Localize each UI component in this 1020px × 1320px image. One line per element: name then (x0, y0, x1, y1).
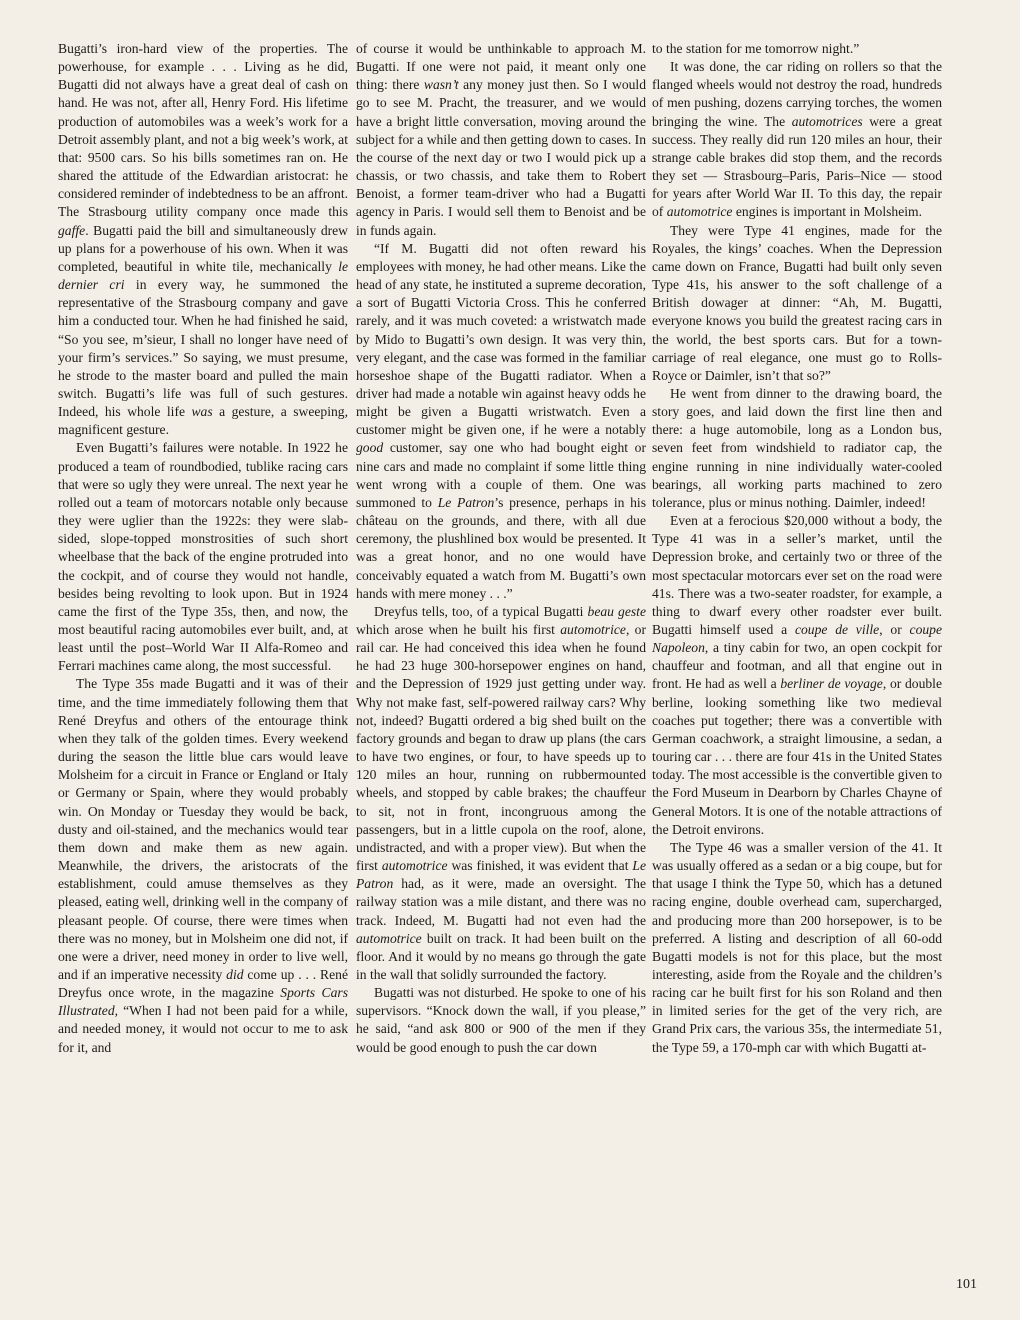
paragraph: Dreyfus tells, too, of a typical Bugatti beau geste which arose when he built his first automotrice, or rail car. He had conceived this idea when he found he had 23 huge 300-horsepower engines on hand, and the Depression of 1929 just getting under way. Why not make fast, self-powered railway cars? Why not, indeed? Bugatti ordered a big shed built on the factory grounds and began to draw up plans (the cars to have two engines, or four, to have speeds up to 120 miles an hour, running on rubbermounted wheels, and stopped by cable brakes; the chauffeur to sit, not in front, incongruous among the passengers, but in a little cupola on the roof, alone, undistracted, and with a proper view). But when the first automotrice was finished, it was evident that Le Patron had, as it were, made an oversight. The railway station was a mile distant, and there was no track. Indeed, M. Bugatti had not even had the automotrice built on track. It had been built on the floor. And it would by no means go through the gate in the wall that solidly surrounded the factory. (356, 603, 647, 982)
text-column-1 (58, 40, 348, 1057)
paragraph: They were Type 41 engines, made for the Royales, the kings’ coaches. When the Depression came down on France, Bugatti had built only seven Type 41s, his answer to the soft challenge of a British dowager at dinner: “Ah, M. Bugatti, everyone knows you build the greatest racing cars in the world, the best sports cars. But for a town-carriage of real elegance, one must go to Rolls-Royce or Daimler, isn’t that so?” (652, 222, 942, 383)
paragraph: It was done, the car riding on rollers so that the flanged wheels would not destroy the road, hundreds of men pushing, dozens carrying torches, the women bringing the wine. The automotrices were a great success. They really did run 120 miles an hour, their strange cable brakes did stop them, and the records they set — Strasbourg–Paris, Paris–Nice — stood for years after World War II. To this day, the repair of automotrice engines is important in Molsheim. (652, 59, 943, 220)
paragraph: of course it would be unthinkable to approach M. Bugatti. If one were not paid, it meant only one thing: there wasn’t any money just then. So I would go to see M. Pracht, the treasurer, and we would have a bright little conversation, moving around the subject for a while and then getting down to cases. In the course of the next day or two I would pick up a chassis, or two chassis, and take them to Robert Benoist, a former team-driver who had a Bugatti agency in Paris. I would sell them to Benoist and be in funds again. (356, 41, 646, 238)
paragraph: He went from dinner to the drawing board, the story goes, and laid down the first line then and there: a huge automobile, long as a London bus, seven feet from windshield to radiator cap, the engine running in nine individually water-cooled bearings, all working parts machined to zero tolerance, plus or minus nothing. Daimler, indeed! (652, 385, 942, 510)
paragraph: Even at a ferocious $20,000 without a body, the Type 41 was in a seller’s market, until the Depression broke, and certainly two or three of the most spectacular motorcars ever set on the road were 41s. There was a two-seater roadster, for example, a thing to dwarf every other roadster ever built. Bugatti himself used a coupe de ville, or coupe Napoleon, a tiny cabin for two, an open cockpit for chauffeur and footman, and all that engine out in front. He had as well a berliner de voyage, or double berline, looking something like two medieval coaches put together; there was a convertible with German coachwork, a straight limousine, a sedan, a touring car . . . there are four 41s in the United States today. The most accessible is the convertible given to the Ford Museum in Dearborn by Charles Chayne of General Motors. It is one of the notable attractions of the Detroit environs. (652, 513, 942, 837)
page-number: 101 (956, 1277, 977, 1292)
paragraph: The Type 35s made Bugatti and it was of their time, and the time immediately following them that René Dreyfus and others of the entourage think when they talk of the golden times. Every weekend during the season the little blue cars would leave Molsheim for a circuit in France or England or Italy or Germany or Spain, where they would probably win. On Monday or Tuesday they would be back, dusty and oil-stained, and the mechanics would tear them down and make them as new again. Meanwhile, the drivers, the aristocrats of the establishment, could amuse themselves as they pleased, eating well, drinking well in the company of pleasant people. Of course, there were times when there was no money, but in Molsheim one did not, if one were a driver, need money in order to live well, and if an imperative necessity did come up . . . René Dreyfus once wrote, in the magazine Sports Cars Illustrated, “When I had not been paid for a while, and needed money, it would not occur to me to ask for it, and (58, 676, 348, 1055)
paragraph: “If M. Bugatti did not often reward his employees with money, he had other means. Like the head of any state, he instituted a supreme decoration, a sort of Bugatti Victoria Cross. This he conferred rarely, and it was much coveted: a wristwatch made by Mido to Bugatti’s own design. It was very thin, very elegant, and the case was formed in the familiar horseshoe shape of the Bugatti radiator. When a driver had made a notable win against heavy odds he might be given a Bugatti wristwatch. Even a customer might be given one, if he were a notably good customer, say one who had bought eight or nine cars and made no complaint if some little thing went wrong with a couple of them. One was summoned to Le Patron’s presence, perhaps in his château on the grounds, and there, with all due ceremony, the plushlined box would be presented. It was a great honor, and no one would have conceivably equated a watch from M. Bugatti’s own hands with mere money . . .” (356, 240, 646, 601)
paragraph: The Type 46 was a smaller version of the 41. It was usually offered as a sedan or a big coupe, but for that usage I think the Type 50, which has a detuned racing engine, double overhead cam, supercharged, and producing more than 200 horsepower, is to be preferred. A listing and description of all 60-odd Bugatti models is not for this place, but the most interesting, aside from the Royale and the children’s racing car he built first for his son Roland and then in limited series for the get of the very rich, are Grand Prix cars, the various 35s, the intermediate 51, the Type 59, a 170-mph car with which Bugatti at- (652, 839, 942, 1055)
paragraph: Even Bugatti’s failures were notable. In 1922 he produced a team of roundbodied, tublike racing cars that were so ugly they were unreal. The next year he rolled out a team of motorcars notable only because they were uglier than the 1922s: they were slab-sided, slope-topped monstrosities of such short wheelbase that the back of the engine protruded into the cockpit, and of course they would not handle, besides being revolting to look upon. But in 1924 came the first of the Type 35s, then, and now, the most beautiful racing automobiles ever built, and, at least until the post–World War II Alfa-Romeo and Ferrari machines came along, the most successful. (58, 440, 348, 674)
text-column-2 (356, 40, 646, 1057)
paragraph: Bugatti was not disturbed. He spoke to one of his supervisors. “Knock down the wall, if you please,” he said, “and ask 800 or 900 of the men if they would be good enough to push the car down (356, 985, 646, 1055)
paragraph: to the station for me tomorrow night.” (652, 41, 860, 56)
paragraph: Bugatti’s iron-hard view of the properties. The powerhouse, for example . . . Living as he did, Bugatti did not always have a great deal of cash on hand. He was not, after all, Henry Ford. His lifetime production of automobiles was a week’s work for a Detroit assembly plant, and not a big week’s work, at that: 9500 cars. So his bills sometimes ran on. He shared the attitude of the Edwardian aristocrat: he considered reminder of indebtedness to be an affront. The Strasbourg utility company once made this gaffe. Bugatti paid the bill and simultaneously drew up plans for a powerhouse of his own. When it was completed, beautiful in white tile, mechanically le dernier cri in every way, he summoned the representative of the Strasbourg company and gave him a conducted tour. When he had finished he said, “So you see, m’sieur, I shall no longer have need of your firm’s services.” So saying, we must presume, he strode to the master board and pulled the main switch. Bugatti’s life was full of such gestures. Indeed, his whole life was a gesture, a sweeping, magnificent gesture. (58, 41, 348, 438)
text-column-3 (652, 40, 942, 1057)
